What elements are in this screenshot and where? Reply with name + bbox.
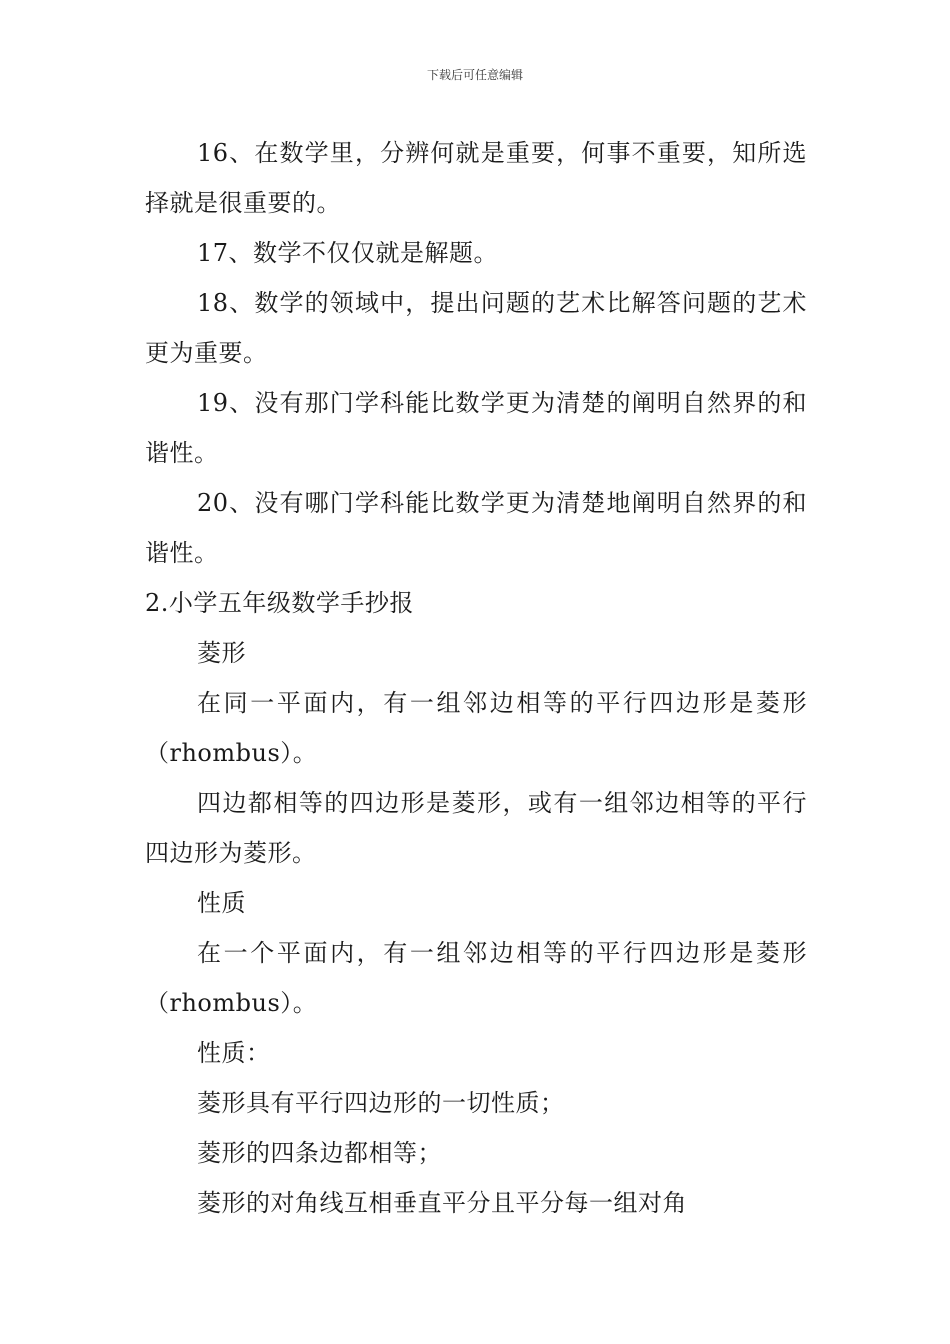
paragraph-quote-17: 17、数学不仅仅就是解题。 xyxy=(197,239,499,267)
paragraph-quote-18: 18、数学的领域中，提出问题的艺术比解答问题的艺术更为重要。 xyxy=(145,289,807,367)
section-heading: 2.小学五年级数学手抄报 xyxy=(145,589,414,617)
property-item-3: 菱形的对角线互相垂直平分且平分每一组对角 xyxy=(197,1189,687,1217)
property-item-2: 菱形的四条边都相等； xyxy=(197,1139,442,1167)
subheading-properties: 性质 xyxy=(197,889,246,917)
paragraph-quote-19: 19、没有那门学科能比数学更为清楚的阐明自然界的和谐性。 xyxy=(145,389,807,467)
subheading-rhombus: 菱形 xyxy=(197,639,246,667)
page-header: 下载后可任意编辑 xyxy=(426,68,523,82)
document-body xyxy=(145,128,807,1228)
paragraph-quote-20: 20、没有哪门学科能比数学更为清楚地阐明自然界的和谐性。 xyxy=(145,489,807,567)
paragraph-definition-2: 四边都相等的四边形是菱形，或有一组邻边相等的平行四边形为菱形。 xyxy=(145,789,807,867)
paragraph-quote-16: 16、在数学里，分辨何就是重要，何事不重要，知所选择就是很重要的。 xyxy=(145,139,807,217)
properties-label: 性质： xyxy=(197,1039,271,1067)
paragraph-definition-3: 在一个平面内，有一组邻边相等的平行四边形是菱形（rhombus）。 xyxy=(145,939,807,1017)
property-item-1: 菱形具有平行四边形的一切性质； xyxy=(197,1089,565,1117)
paragraph-definition-1: 在同一平面内，有一组邻边相等的平行四边形是菱形（rhombus）。 xyxy=(145,689,807,767)
